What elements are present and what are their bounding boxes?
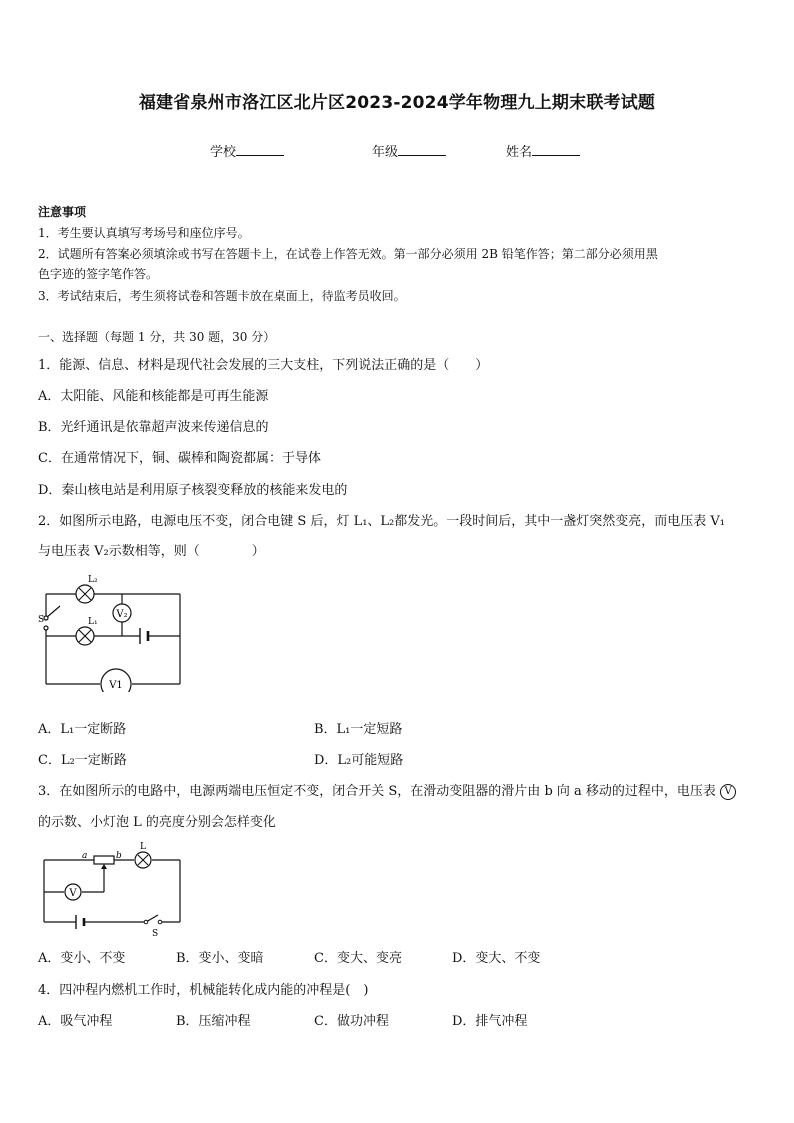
voltmeter-symbol-label: V	[724, 785, 732, 797]
school-label: 学校	[210, 145, 237, 160]
question-3-option-d[interactable]: D．变大、不变	[452, 951, 541, 966]
question-2-stem-cont: 与电压表 V₂示数相等，则（ ）	[38, 544, 265, 559]
b-label: b	[116, 851, 122, 861]
l-label: L	[140, 842, 146, 852]
question-1-option-b[interactable]: B．光纤通讯是依靠超声波来传递信息的	[38, 420, 269, 435]
question-4-option-d[interactable]: D．排气冲程	[452, 1014, 528, 1029]
question-2-option-c[interactable]: C．L₂一定断路	[38, 753, 127, 768]
l1-label: L₁	[88, 617, 98, 627]
question-4-stem: 4．四冲程内燃机工作时，机械能转化成内能的冲程是( )	[38, 983, 369, 998]
grade-field[interactable]	[372, 141, 446, 160]
section-heading: 一、选择题（每题 1 分，共 30 题，30 分）	[38, 330, 276, 344]
question-3-stem-cont: 的示数、小灯泡 L 的亮度分别会怎样变化	[38, 815, 276, 830]
voltmeter-symbol-icon	[720, 784, 736, 800]
question-1-stem: 1．能源、信息、材料是现代社会发展的三大支柱，下列说法正确的是（ ）	[38, 358, 489, 373]
question-2-circuit-diagram	[36, 570, 188, 692]
school-blank[interactable]	[236, 143, 284, 156]
rheostat-icon	[94, 856, 114, 864]
notice-item: 色字迹的签字笔作答。	[38, 267, 159, 281]
notice-heading: 注意事项	[38, 205, 87, 219]
name-label: 姓名	[506, 145, 533, 160]
slider-arrow-icon	[101, 864, 107, 869]
name-blank[interactable]	[532, 143, 580, 156]
question-2-stem: 2．如图所示电路，电源电压不变，闭合电键 S 后，灯 L₁、L₂都发光。一段时间后，其中一盏灯突然变亮，而电压表 V₁	[38, 514, 725, 529]
question-2-option-a[interactable]: A．L₁一定断路	[38, 722, 127, 737]
name-field[interactable]	[506, 141, 580, 160]
s-label: S	[152, 929, 159, 938]
l2-label: L₂	[88, 575, 98, 585]
question-1-option-a[interactable]: A．太阳能、风能和核能都是可再生能源	[38, 389, 269, 404]
v-label: V	[69, 888, 77, 899]
school-field[interactable]	[210, 141, 284, 160]
grade-blank[interactable]	[398, 143, 446, 156]
question-4-option-b[interactable]: B．压缩冲程	[176, 1014, 251, 1029]
a-label: a	[82, 851, 88, 861]
question-3-option-b[interactable]: B．变小、变暗	[176, 951, 264, 966]
v1-label: V1	[109, 680, 123, 691]
s-label: S	[38, 615, 45, 625]
notice-item: 2．试题所有答案必须填涂或书写在答题卡上，在试卷上作答无效。第一部分必须用 2B 铅笔作答；第二部分必须用黑	[38, 247, 658, 261]
question-1-option-d[interactable]: D．秦山核电站是利用原子核裂变释放的核能来发电的	[38, 483, 348, 498]
grade-label: 年级	[372, 145, 399, 160]
question-3-stem	[38, 780, 736, 800]
question-3-circuit-diagram	[36, 842, 186, 938]
question-1-option-c[interactable]: C．在通常情况下，铜、碳棒和陶瓷都属：于导体	[38, 451, 321, 466]
question-2-option-d[interactable]: D．L₂可能短路	[314, 753, 404, 768]
question-4-option-c[interactable]: C．做功冲程	[314, 1014, 389, 1029]
notice-item: 1．考生要认真填写考场号和座位序号。	[38, 226, 250, 240]
question-3-option-a[interactable]: A．变小、不变	[38, 951, 126, 966]
question-4-option-a[interactable]: A．吸气冲程	[38, 1014, 113, 1029]
question-3-stem-text: 3．在如图所示的电路中，电源两端电压恒定不变，闭合开关 S，在滑动变阻器的滑片由 b 向 a 移动的过程中，电压表	[38, 784, 716, 799]
notice-item: 3．考试结束后，考生须将试卷和答题卡放在桌面上，待监考员收回。	[38, 289, 406, 303]
question-2-option-b[interactable]: B．L₁一定短路	[314, 722, 403, 737]
page-title: 福建省泉州市洛江区北片区2023-2024学年物理九上期末联考试题	[138, 93, 656, 113]
question-3-option-c[interactable]: C．变大、变亮	[314, 951, 402, 966]
v2-label: V₂	[116, 609, 128, 620]
